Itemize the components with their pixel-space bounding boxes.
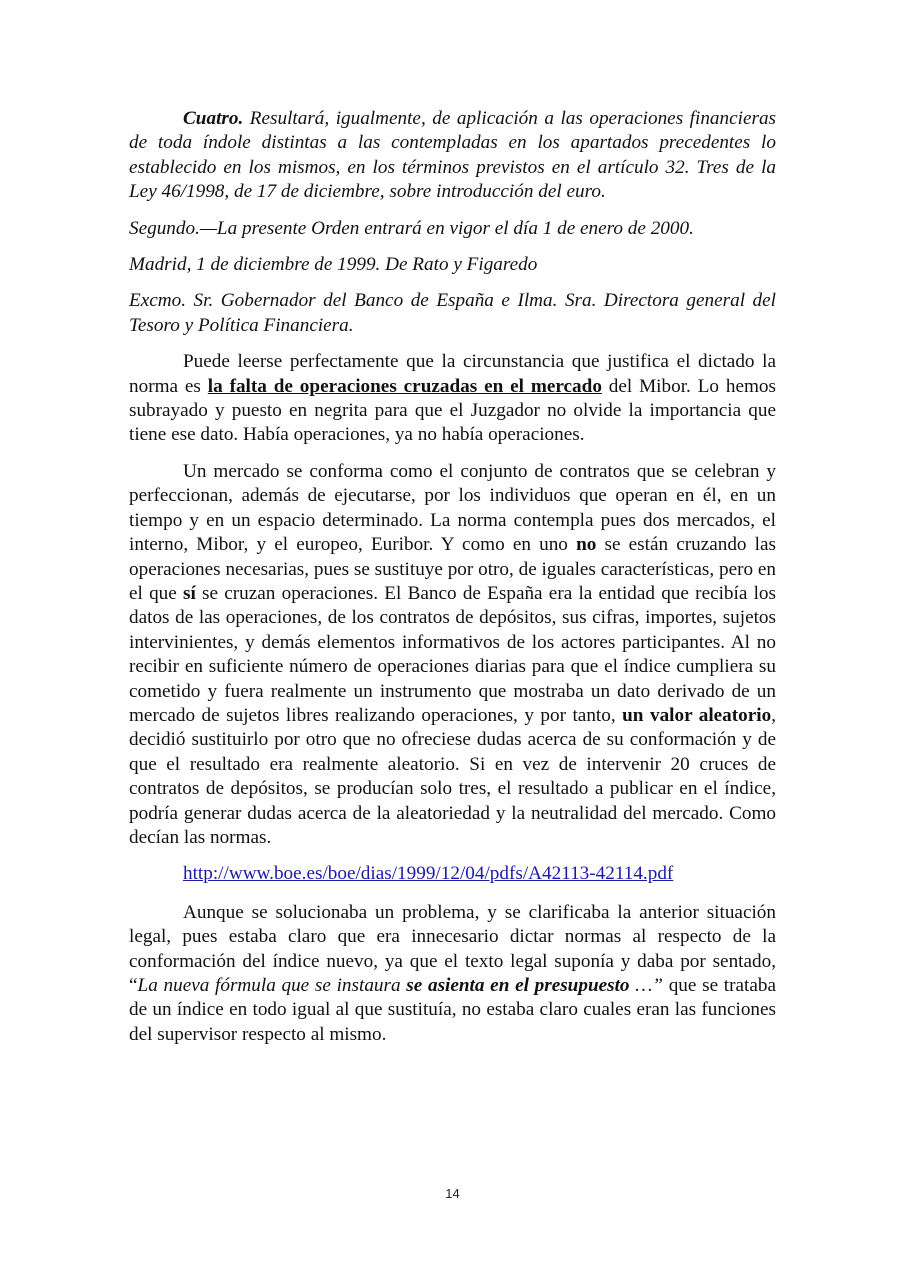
page-number: 14 (445, 1186, 460, 1201)
emphasis-valor-aleatorio: un valor aleatorio (622, 704, 772, 726)
paragraph-3: Aunque se solucionaba un problema, y se clarificaba la anterior situación legal, pues estaba claro que era innecesario dictar normas al respecto de la conformación del índice nuevo, ya que el texto legal suponía y daba por sentado, “La nueva fórmula que se instaura se asienta en el presupuesto …” que se trataba de un índice en todo igual al que sustituía, no estaba claro cuales eran las funciones del supervisor respecto al mismo. (129, 901, 776, 1045)
document-body (129, 107, 776, 1059)
emphasis-presupuesto: se asienta en el presupuesto (406, 975, 630, 996)
quote-excmo: Excmo. Sr. Gobernador del Banco de España e Ilma. Sra. Directora general del Tesoro y Política Financiera. (129, 290, 776, 336)
boe-link[interactable]: http://www.boe.es/boe/dias/1999/12/04/pdfs/A42113-42114.pdf (183, 863, 674, 885)
boe-link-line (129, 862, 776, 886)
quote-segundo: Segundo.—La presente Orden entrará en vigor el día 1 de enero de 2000. (129, 217, 694, 239)
quote-madrid: Madrid, 1 de diciembre de 1999. De Rato y Figaredo (129, 254, 538, 276)
paragraph-2: Un mercado se conforma como el conjunto de contratos que se celebran y perfeccionan, además de ejecutarse, por los individuos que operan en él, en un tiempo y en un espacio determinado. La norma contempla pues dos mercados, el interno, Mibor, y el europeo, Euribor. Y como en uno no se están cruzando las operaciones necesarias, pues se sustituye por otro, de iguales características, pero en el que sí se cruzan operaciones. El Banco de España era la entidad que recibía los datos de las operaciones, de los contratos de depósitos, sus cifras, importes, sujetos intervinientes, y demás elementos informativos de los actores participantes. Al no recibir en suficiente número de operaciones diarias para que el índice cumpliera su cometido y fuera realmente un instrumento que mostraba un dato derivado de un mercado de sujetos libres realizando operaciones, y por tanto, un valor aleatorio, decidió sustituirlo por otro que no ofreciese dudas acerca de su conformación y de que el resultado era realmente aleatorio. Si en vez de intervenir 20 cruces de contratos de depósitos, se producían solo tres, el resultado a publicar en el índice, podría generar dudas acerca de la aleatoriedad y la neutralidad del mercado. Como decían las normas. (129, 460, 776, 848)
cuatro-lead: Cuatro. (183, 108, 244, 129)
quote-cuatro: Cuatro. Resultará, igualmente, de aplicación a las operaciones financieras de toda índole distintas a las contempladas en los apartados precedentes lo establecido en los mismos, en los términos previstos en el artículo 32. Tres de la Ley 46/1998, de 17 de diciembre, sobre introducción del euro. (129, 108, 776, 203)
emphasis-falta-operaciones: la falta de operaciones cruzadas en el mercado (207, 375, 602, 397)
paragraph-1: Puede leerse perfectamente que la circunstancia que justifica el dictado la norma es la falta de operaciones cruzadas en el mercado del Mibor. Lo hemos subrayado y puesto en negrita para que el Juzgador no olvide la importancia que tiene ese dato. Había operaciones, ya no había operaciones. (129, 351, 776, 446)
